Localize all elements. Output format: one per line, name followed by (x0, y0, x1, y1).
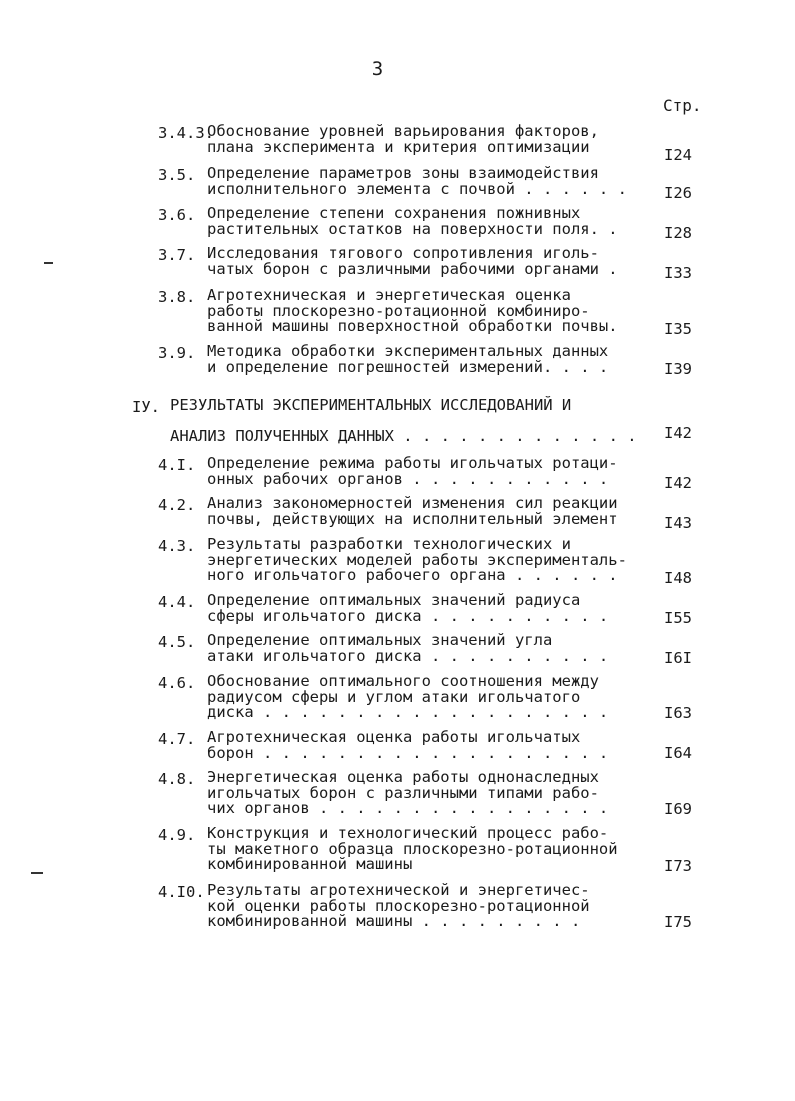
toc-line: чатых борон с различными рабочими органами . (207, 259, 618, 278)
toc-line: Результаты агротехнической и энергетичес- (207, 881, 590, 899)
toc-page: I39 (664, 360, 692, 378)
toc-line: атаки игольчатого диска . . . . . . . . . . (207, 646, 609, 665)
toc-line: сферы игольчатого диска . . . . . . . . . . (207, 606, 609, 625)
toc-number: 4.3. (158, 537, 196, 555)
toc-page: I73 (664, 857, 692, 875)
toc-line: почвы, действующих на исполнительный элемент (207, 509, 618, 528)
page-number: 3 (371, 58, 384, 80)
toc-line: энергетических моделей работы эксперименталь- (207, 550, 627, 569)
toc-page: I48 (664, 569, 692, 587)
toc-page: I35 (664, 320, 692, 338)
toc-line: Энергетическая оценка работы однонаследных (207, 768, 599, 786)
toc-line: комбинированной машины . . . . . . . . . (207, 912, 581, 930)
toc-page: I26 (664, 184, 692, 202)
toc-line: комбинированной машины (207, 855, 413, 873)
toc-page: I24 (664, 146, 692, 164)
toc-number: 4.4. (158, 593, 196, 611)
toc-page: I33 (664, 264, 692, 282)
toc-number: 3.7. (158, 246, 196, 264)
toc-number: IУ. (132, 398, 160, 416)
toc-number: 4.7. (158, 730, 196, 748)
toc-number: 3.4.3. (158, 124, 214, 142)
toc-page: I63 (664, 704, 692, 722)
toc-line: онных рабочих органов . . . . . . . . . . . (207, 469, 609, 488)
toc-line: игольчатых борон с различными типами рабо- (207, 783, 599, 802)
toc-line: Обоснование оптимального соотношения между (207, 672, 599, 690)
toc-line: Определение степени сохранения пожнивных (207, 204, 581, 222)
toc-number: 4.2. (158, 496, 196, 514)
toc-line: Результаты разработки технологических и (207, 535, 571, 553)
toc-line: ванной машины поверхностной обработки почвы. (207, 317, 618, 335)
toc-number: 3.9. (158, 344, 196, 362)
toc-line: РЕЗУЛЬТАТЫ ЭКСПЕРИМЕНТАЛЬНЫХ ИССЛЕДОВАНИЙ И (170, 396, 572, 414)
toc-number: 3.5. (158, 166, 196, 184)
toc-line: Методика обработки экспериментальных данных (207, 342, 609, 360)
toc-line: растительных остатков на поверхности поля. . (207, 219, 618, 238)
toc-line: кой оценки работы плоскорезно-ротационной (207, 896, 590, 915)
toc-page: I42 (664, 474, 692, 492)
toc-line: Определение оптимальных значений угла (207, 631, 553, 649)
toc-line: Агротехническая оценка работы игольчатых (207, 728, 581, 746)
toc-line: Обоснование уровней варьирования факторов, (207, 122, 599, 140)
toc-number: 4.I. (158, 456, 196, 474)
toc-line: исполнительного элемента с почвой . . . . . . (207, 179, 627, 198)
toc-line: радиусом сферы и углом атаки игольчатого (207, 687, 581, 706)
toc-page: I28 (664, 224, 692, 242)
toc-line: ты макетного образца плоскорезно-ротационной (207, 839, 618, 858)
toc-line: ного игольчатого рабочего органа . . . . . . (207, 566, 618, 584)
toc-line: Определение параметров зоны взаимодействия (207, 164, 599, 182)
margin-mark (44, 262, 53, 264)
toc-line: диска . . . . . . . . . . . . . . . . . . . (207, 703, 609, 721)
toc-page: I69 (664, 800, 692, 818)
page-column-header: Стр. (663, 96, 702, 115)
toc-number: 3.8. (158, 288, 196, 306)
toc-line: борон . . . . . . . . . . . . . . . . . . . (207, 743, 609, 762)
toc-page: I64 (664, 744, 692, 762)
toc-page: I6I (664, 649, 692, 667)
toc-line: Анализ закономерностей изменения сил реакции (207, 494, 618, 512)
toc-line: АНАЛИЗ ПОЛУЧЕННЫХ ДАННЫХ . . . . . . . . . . . . . (170, 427, 637, 445)
toc-number: 3.6. (158, 206, 196, 224)
toc-line: Агротехническая и энергетическая оценка (207, 286, 571, 304)
toc-line: и определение погрешностей измерений. . . . (207, 357, 609, 376)
toc-line: плана эксперимента и критерия оптимизации (207, 137, 590, 156)
toc-page: I43 (664, 514, 692, 532)
toc-line: Определение режима работы игольчатых ротаци- (207, 454, 618, 472)
toc-number: 4.8. (158, 770, 196, 788)
toc-number: 4.9. (158, 826, 196, 844)
toc-number: 4.6. (158, 674, 196, 692)
toc-page: I75 (664, 913, 692, 931)
toc-line: Определение оптимальных значений радиуса (207, 591, 581, 609)
toc-page: I42 (664, 424, 692, 442)
toc-line: работы плоскорезно-ротационной комбиниро- (207, 301, 590, 320)
toc-number: 4.I0. (158, 883, 205, 901)
toc-line: Исследования тягового сопротивления иголь- (207, 244, 599, 262)
toc-line: Конструкция и технологический процесс рабо- (207, 824, 609, 842)
toc-line: чих органов . . . . . . . . . . . . . . . . (207, 799, 609, 817)
toc-number: 4.5. (158, 633, 196, 651)
toc-page: I55 (664, 609, 692, 627)
margin-mark (31, 872, 43, 874)
